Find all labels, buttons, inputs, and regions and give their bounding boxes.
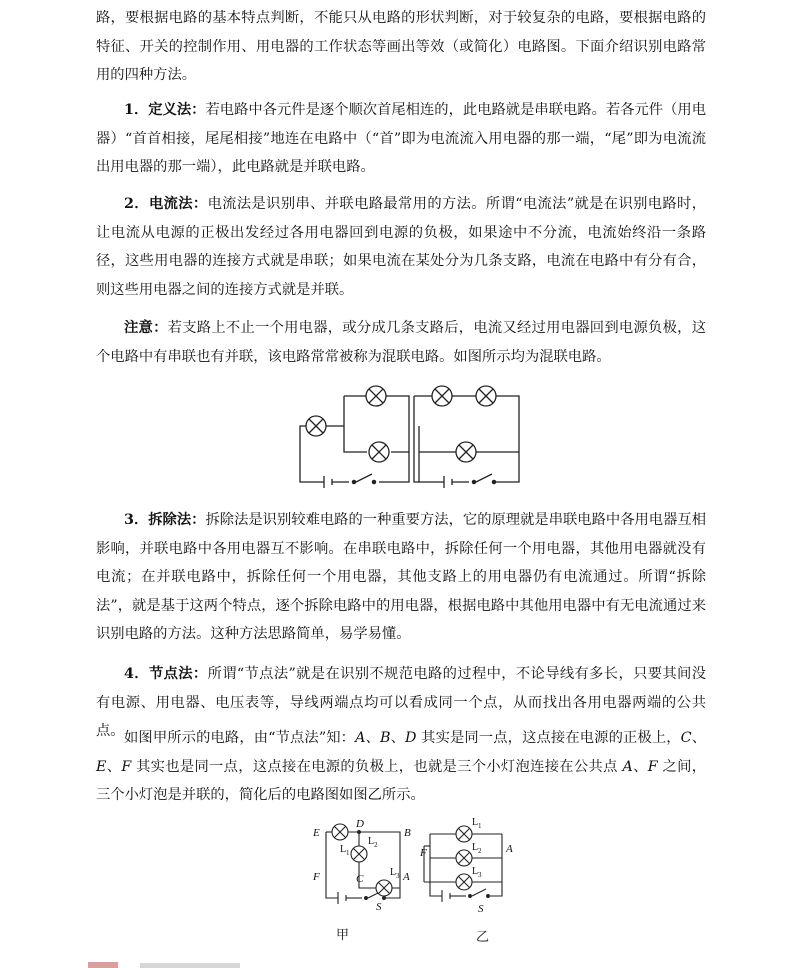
label-d: D (356, 818, 364, 830)
point-f-label: F (121, 758, 132, 775)
paragraph-note (96, 314, 706, 371)
paragraph-current-method (96, 190, 706, 304)
label-l1: L (340, 844, 347, 855)
note-text: 若支路上不止一个用电器，或分成几条支路后，电流又经过用电器回到电源负极，这个电路中有串联也有并联，该电路常常被称为混联电路。如图所示均为混联电路。 (96, 320, 706, 365)
current-method-heading: 2．电流法： (124, 196, 208, 212)
circuit-figure-yi (416, 816, 520, 914)
label-l2: L (472, 842, 479, 853)
circuit-diagram-yi (416, 816, 520, 914)
circuit-diagram-jia (310, 820, 410, 912)
label-l2-sub: 2 (478, 847, 482, 855)
label-c: C (356, 873, 364, 885)
example-text-3: 其实也是同一点，这点接在电源的负极上，也就是三个小灯泡连接在公共点 (131, 758, 623, 775)
point-b-label: B (379, 730, 391, 746)
label-s: S (376, 901, 382, 913)
footer-logo (80, 958, 250, 968)
mixed-circuit-figure (294, 382, 532, 492)
point-e-label: E (96, 758, 107, 775)
label-l1: L (472, 817, 479, 828)
label-l1-sub: 1 (346, 849, 350, 857)
separator: 、 (390, 730, 406, 746)
label-b: B (404, 827, 411, 839)
definition-method-heading: 1．定义法： (124, 102, 206, 118)
label-f: F (313, 871, 320, 883)
caption-yi: 乙 (476, 930, 490, 945)
separator: 、 (106, 758, 122, 775)
caption-jia: 甲 (336, 928, 350, 943)
point-a-label: A (622, 758, 633, 775)
example-text-2: 其实是同一点，这点接在电源的正极上， (416, 730, 681, 746)
removal-method-heading: 3．拆除法： (124, 512, 206, 528)
point-c-label: C (680, 730, 692, 746)
label-l3: L (472, 866, 479, 877)
node-method-text: 所谓“节点法”就是在识别不规范电路的过程中，不论导线有多长，只要其间没有电源、用电器、电压表等，导线两端点均可以看成同一个点，从而找出各用电器两端的公共点。 (96, 666, 706, 739)
label-l2-sub: 2 (374, 841, 378, 849)
note-heading: 注意： (124, 320, 168, 336)
removal-method-text: 拆除法是识别较难电路的一种重要方法，它的原理就是串联电路中各用电器互相影响，并联电路中各用电器互不影响。在串联电路中，拆除任何一个用电器，其他用电器就没有电流；在并联电路中，拆除任何一个用电器，其他支路上的用电器仍有电流通过。所谓“拆除法”，就是基于这两个特点，逐个拆除电路中的用电器，根据电路中其他用电器中有无电流通过来识别电路的方法。这种方法思路简单，易学易懂。 (96, 512, 707, 642)
label-l3-sub: 3 (478, 871, 482, 879)
example-text-1: 如图甲所示的电路，由“节点法”知： (124, 730, 356, 746)
current-method-text: 电流法是识别串、并联电路最常用的方法。所谓“电流法”就是在识别电路时，让电流从电源的正极出发经过各用电器回到电源的负极，如果途中不分流，电流始终沿一条路径，这些用电器的连接方式就是串联；如果电流在某处分为几条支路，电流在电路中有分有合，则这些用电器之间的连接方式就是并联。 (96, 196, 706, 298)
label-e: E (313, 827, 320, 839)
label-l1-sub: 1 (478, 822, 482, 830)
separator: 、 (691, 730, 707, 746)
paragraph-definition-method (96, 96, 706, 182)
separator: 、 (365, 730, 380, 746)
label-s: S (478, 903, 484, 915)
label-a: A (403, 871, 410, 883)
example-text-4: 之间，三个小灯泡是并联的，简化后的电路图如图乙所示。 (96, 758, 706, 803)
label-l3: L (390, 867, 397, 878)
label-f: F (420, 847, 427, 859)
point-d-label: D (405, 730, 417, 746)
intro-text: 路，要根据电路的基本特点判断，不能只从电路的形状判断，对于较复杂的电路，要根据电路的特征、开关的控制作用、用电器的工作状态等画出等效（或简化）电路图。下面介绍识别电路常用的四种方法。 (96, 10, 706, 83)
separator: 、 (632, 758, 648, 775)
label-l3-sub: 3 (396, 872, 400, 880)
mixed-circuit-diagram (294, 382, 532, 492)
label-a: A (506, 843, 513, 855)
paragraph-removal-method (96, 506, 706, 649)
point-f-label: F (647, 758, 658, 775)
node-method-heading: 4．节点法： (124, 666, 208, 682)
circuit-figure-jia (310, 820, 410, 912)
paragraph-intro (96, 4, 706, 90)
label-l2: L (368, 836, 375, 847)
paragraph-example (96, 724, 706, 810)
definition-method-text: 若电路中各元件是逐个顺次首尾相连的，此电路就是串联电路。若各元件（用电器）“首首相接，尾尾相接”地连在电路中（“首”即为电流流入用电器的那一端，“尾”即为电流流出用电器的那一端），此电路就是并联电路。 (96, 102, 707, 175)
point-a-label: A (355, 730, 366, 746)
